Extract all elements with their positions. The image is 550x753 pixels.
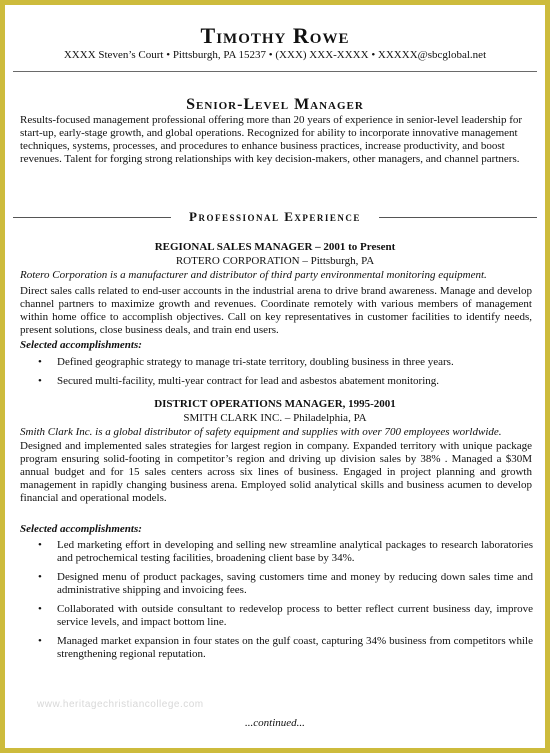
accomplishments-label: Selected accomplishments: (20, 339, 142, 351)
accomplishments-list (5, 539, 533, 667)
job-summary: Designed and implemented sales strategies for largest region in company. Expanded territory with unique package program ensuring solid-footing in competitor’s region and driving up division sales by 38% . Managed a $30M annual budget and for 15 sales centers across six lines of business. Engaged in project planning and growth management in rapidly changing business arena. Employed solid analytical skills and business acumen to develop financial and operational models. (20, 440, 532, 504)
accomplishment-text: Led marketing effort in developing and selling new streamline analytical packages to research laboratories and petrochemical testing facilities, broadening client base by 34%. (57, 539, 533, 564)
company-description: Smith Clark Inc. is a global distributor of safety equipment and supplies with over 700 employees worldwide. (20, 426, 502, 438)
bullet-icon: • (38, 571, 42, 583)
accomplishment-text: Secured multi-facility, multi-year contract for lead and asbestos abatement monitoring. (57, 375, 440, 387)
accomplishment-text: Managed market expansion in four states on the gulf coast, capturing 34% business from competitors while strengthening regional reputation. (57, 635, 533, 660)
list-item (5, 635, 533, 661)
job-company: SMITH CLARK INC. – Philadelphia, PA (183, 412, 367, 424)
accomplishments-label: Selected accomplishments: (20, 523, 142, 535)
experience-section-header (13, 209, 537, 225)
headline: Senior-Level Manager (186, 96, 364, 113)
accomplishment-text: Collaborated with outside consultant to redevelop process to better reflect current business day, improve service levels, and impact bottom line. (57, 603, 533, 628)
section-title: Professional Experience (189, 209, 361, 224)
profile-summary: Results-focused management professional offering more than 20 years of experience in senior-level leadership for start-up, early-stage growth, and global operations. Recognized for ability to incorporate innovative management techniques, systems, processes, and procedures to enhance business practices, increase productivity, and boost revenues. Talent for forging strong relationships with key decision-makers, other managers, and channel partners. (20, 114, 523, 165)
section-rule-right (379, 217, 537, 218)
bullet-icon: • (38, 356, 42, 368)
header-divider (13, 71, 537, 72)
job-title: DISTRICT OPERATIONS MANAGER, 1995-2001 (154, 398, 396, 410)
candidate-name: Timothy Rowe (200, 23, 350, 48)
accomplishment-text: Defined geographic strategy to manage tri-state territory, doubling business in three years. (57, 356, 454, 368)
company-description: Rotero Corporation is a manufacturer and distributor of third party environmental monitoring equipment. (20, 269, 487, 281)
watermark: www.heritagechristiancollege.com (37, 699, 204, 710)
contact-line: XXXX Steven’s Court • Pittsburgh, PA 15237 • (XXX) XXX-XXXX • XXXXX@sbcglobal.net (63, 49, 487, 61)
job-summary: Direct sales calls related to end-user accounts in the industrial arena to drive brand awareness. Manage and develop channel partners to maximize growth and revenues. Coordinate remotely with various members of management within home office to accomplish objectives. Call on key representatives in customer facilities to identify needs, present solutions, close business deals, and train end users. (20, 285, 532, 336)
bullet-icon: • (38, 539, 42, 551)
bullet-icon: • (38, 603, 42, 615)
bullet-icon: • (38, 635, 42, 647)
job-company: ROTERO CORPORATION – Pittsburgh, PA (175, 255, 375, 267)
continued-footer: ...continued... (245, 717, 305, 729)
list-item (5, 603, 533, 629)
list-item (5, 375, 533, 388)
accomplishment-text: Designed menu of product packages, saving customers time and money by reducing down sales time and administrative shipping and invoicing fees. (57, 571, 533, 596)
list-item (5, 539, 533, 565)
list-item (5, 571, 533, 597)
job-title: REGIONAL SALES MANAGER – 2001 to Present (154, 241, 396, 253)
accomplishments-list (5, 356, 533, 394)
bullet-icon: • (38, 375, 42, 387)
list-item (5, 356, 533, 369)
